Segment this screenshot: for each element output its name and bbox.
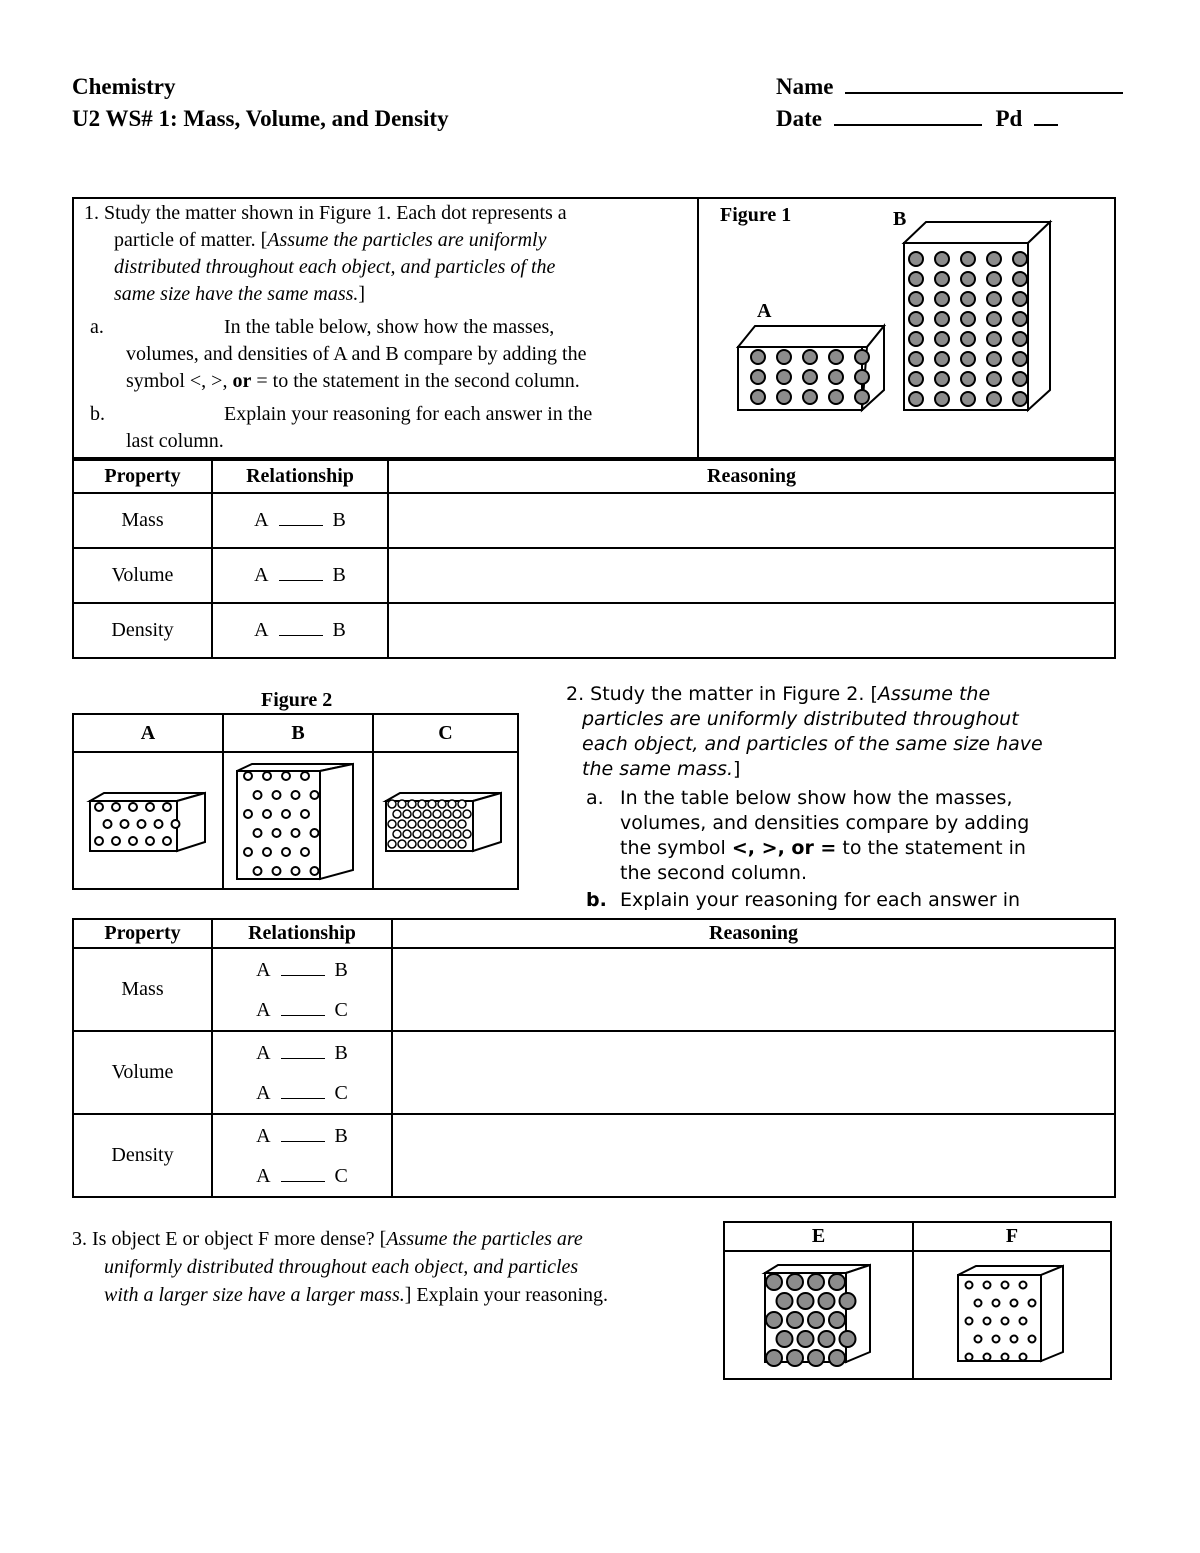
particle	[975, 1336, 982, 1343]
particle	[766, 1312, 782, 1328]
particle	[808, 1312, 824, 1328]
property-cell: Mass	[73, 948, 212, 1031]
particle	[966, 1282, 973, 1289]
relationship-cell[interactable]: A B	[212, 603, 388, 658]
q2-header-property: Property	[73, 919, 212, 948]
q2-part-b: b. Explain your reasoning for each answer in	[586, 889, 1021, 911]
q3-assumption-end: with a larger size have a larger mass.] Explain your reasoning.	[104, 1284, 609, 1306]
q2-prompt: 2. Study the matter in Figure 2. [Assume the	[566, 683, 991, 705]
figure-2-label-a: A	[73, 714, 223, 752]
particle	[808, 1350, 824, 1366]
relationship-cell[interactable]: A B A C	[212, 1031, 392, 1114]
relationship-cell[interactable]: A B	[212, 493, 388, 548]
q3-prompt: 3. Is object E or object F more dense? [Assume the particles are	[72, 1228, 583, 1250]
particle	[819, 1293, 835, 1309]
relationship-cell[interactable]: A B A C	[212, 948, 392, 1031]
particle	[787, 1274, 803, 1290]
q1-prompt: 1. Study the matter shown in Figure 1. Each dot represents a	[84, 202, 567, 224]
subject-title: Chemistry	[72, 74, 176, 99]
particle	[766, 1274, 782, 1290]
particle	[966, 1318, 973, 1325]
particle	[993, 1300, 1000, 1307]
figure-2-label-b: B	[223, 714, 373, 752]
particle	[1002, 1354, 1009, 1361]
q1-part-a: a. In the table below, show how the masses, volumes, and densities of A and B compare by adding the symbol <, >, or = to the statement in the second column.	[90, 316, 587, 392]
particle	[1011, 1300, 1018, 1307]
particle	[1020, 1282, 1027, 1289]
particle	[829, 1274, 845, 1290]
particle	[829, 1312, 845, 1328]
q1-assumption-end: same size have the same mass.]	[114, 283, 366, 305]
figure-3-particles-e	[766, 1274, 856, 1366]
figure-2-title: Figure 2	[261, 689, 333, 711]
particle	[1020, 1318, 1027, 1325]
particle	[1002, 1318, 1009, 1325]
q2-header-relationship: Relationship	[212, 919, 392, 948]
worksheet-title: U2 WS# 1: Mass, Volume, and Density	[72, 106, 449, 131]
figure-3-label-f: F	[913, 1222, 1111, 1251]
particle	[787, 1312, 803, 1328]
particle	[787, 1350, 803, 1366]
particle	[975, 1300, 982, 1307]
q2-header-reasoning: Reasoning	[392, 919, 1115, 948]
figure-3-box-f	[958, 1266, 1063, 1361]
particle	[777, 1331, 793, 1347]
relationship-cell[interactable]: A B	[212, 548, 388, 603]
q1-header-reasoning: Reasoning	[388, 460, 1115, 493]
q3-assumption-line: uniformly distributed throughout each object, and particles	[104, 1256, 579, 1278]
particle	[808, 1274, 824, 1290]
figure-3-label-e: E	[724, 1222, 913, 1251]
particle	[766, 1350, 782, 1366]
particle	[840, 1331, 856, 1347]
q2-assumption-end: the same mass.]	[582, 758, 741, 780]
q1-assumption: particle of matter. [Assume the particles are uniformly	[114, 229, 547, 251]
q1-part-b: b. Explain your reasoning for each answer in the last column.	[90, 403, 593, 452]
property-cell: Density	[73, 1114, 212, 1197]
relationship-cell[interactable]: A B A C	[212, 1114, 392, 1197]
particle	[1029, 1336, 1036, 1343]
property-cell: Mass	[73, 493, 212, 548]
period-label: Pd	[995, 106, 1023, 131]
figure-2-label-c: C	[373, 714, 518, 752]
particle	[1020, 1354, 1027, 1361]
property-cell: Volume	[73, 1031, 212, 1114]
q2-assumption-line: each object, and particles of the same size have	[582, 733, 1043, 755]
particle	[798, 1331, 814, 1347]
q1-assumption-line: distributed throughout each object, and particles of the	[114, 256, 556, 278]
particle	[984, 1318, 991, 1325]
particle	[819, 1331, 835, 1347]
property-cell: Volume	[73, 548, 212, 603]
particle	[1002, 1282, 1009, 1289]
q2-part-a: a. In the table below show how the masses, volumes, and densities compare by adding the symbol <, >, or = to the statement in the second column.	[586, 787, 1030, 884]
q2-assumption-line: particles are uniformly distributed throughout	[582, 708, 1019, 730]
property-cell: Density	[73, 603, 212, 658]
particle	[829, 1350, 845, 1366]
particle	[993, 1336, 1000, 1343]
figure-1-label-a: A	[757, 300, 772, 322]
particle	[984, 1282, 991, 1289]
particle	[1011, 1336, 1018, 1343]
particle	[966, 1354, 973, 1361]
particle	[798, 1293, 814, 1309]
particle	[1029, 1300, 1036, 1307]
figure-1-label-b: B	[893, 208, 907, 230]
q1-header-relationship: Relationship	[212, 460, 388, 493]
particle	[777, 1293, 793, 1309]
particle	[840, 1293, 856, 1309]
particle	[984, 1354, 991, 1361]
figure-1-title: Figure 1	[720, 204, 792, 226]
name-label: Name	[776, 74, 834, 99]
date-label: Date	[776, 106, 822, 131]
q1-header-property: Property	[73, 460, 212, 493]
